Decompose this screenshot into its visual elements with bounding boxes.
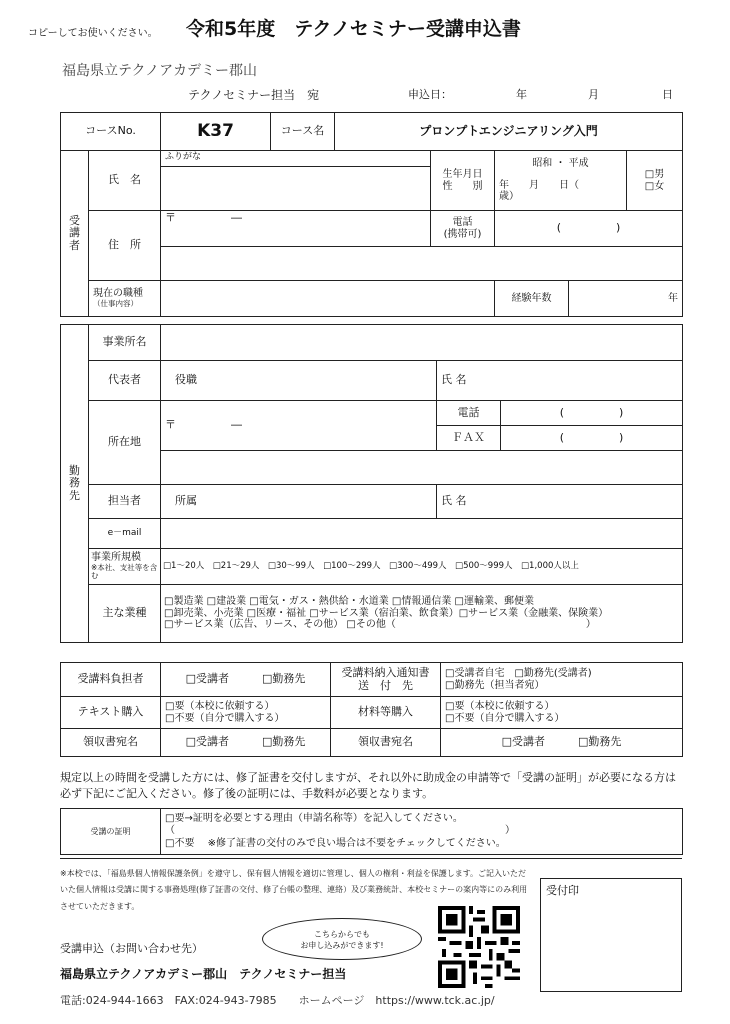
work-form — [60, 324, 683, 643]
experience-field[interactable]: 年 — [569, 281, 683, 317]
apply-day: 日 — [662, 88, 673, 101]
student-phone-field[interactable]: ( ) — [495, 211, 683, 247]
rep-position[interactable]: 役職 — [161, 361, 437, 401]
work-fax-label: ＦＡＸ — [437, 426, 501, 451]
era-options: 昭和 ・ 平成 — [532, 158, 589, 170]
certificate-options[interactable]: □要→証明を必要とする理由（申請名称等）を記入してください。 （ ） □不要 ※修了証書の交付のみで良い場合は不要をチェックしてください。 — [161, 809, 683, 855]
fee-notice-options[interactable]: □受講者自宅 □勤務先(受講者) □勤務先（担当者宛） — [441, 663, 683, 697]
birth-sex-label: 生年月日 性 別 — [431, 151, 495, 211]
industry-label: 主な業種 — [89, 585, 161, 643]
location-postal[interactable]: 〒 ― — [161, 401, 437, 451]
course-name-value: プロンプトエンジニアリング入門 — [335, 113, 683, 151]
apply-year: 年 — [516, 88, 527, 101]
receipt-addressee-options[interactable]: □受講者 □勤務先 — [161, 729, 331, 757]
job-label: 現在の職種 （仕事内容） — [89, 281, 161, 317]
divider — [60, 858, 682, 859]
student-address-label: 住 所 — [89, 211, 161, 281]
receipt-addressee-label: 領収書宛名 — [61, 729, 161, 757]
school-name: 福島県立テクノアカデミー郡山 — [62, 63, 258, 79]
birth-line: 年 月 日（ 歳） — [499, 179, 609, 203]
work-phone-field[interactable]: ( ) — [501, 401, 683, 426]
student-phone-label: 電話 (携帯可) — [431, 211, 495, 247]
rep-name[interactable]: 氏 名 — [437, 361, 683, 401]
female-checkbox[interactable]: □女 — [644, 180, 665, 192]
fee-form — [60, 662, 683, 757]
course-no-value: K37 — [161, 113, 271, 151]
apply-month: 月 — [588, 88, 599, 101]
receipt-addressee-options-2[interactable]: □受講者 □勤務先 — [441, 729, 683, 757]
scale-label: 事業所規模 ※本社、支社等を含む — [89, 549, 161, 585]
certificate-notice: 規定以上の時間を受講した方には、修了証書を交付しますが、それ以外に助成金の申請等で「受講の証明」が必要になる方は必ず下記にご記入ください。修了後の証明には、手数料が必要となります。 — [60, 771, 676, 800]
qr-bubble: こちらからでも お申し込みができます! — [262, 918, 422, 960]
school-contact-name: 福島県立テクノアカデミー郡山 テクノセミナー担当 — [60, 967, 347, 981]
privacy-notice: ※本校では、「福島県個人情報保護条例」を遵守し、保有個人情報を適切に管理し、個人の権利・利益を保護します。ご記入いただいた個人情報は受講に関する事務処理(修了証書の交付、修了台帳の整理、連絡）及び業務統計、本校セミナーの案内等にのみ利用させていただきます。 — [60, 869, 528, 911]
payer-options[interactable]: □受講者 □勤務先 — [161, 663, 331, 697]
student-section-label: 受講者 — [61, 151, 89, 317]
sex-field[interactable] — [627, 151, 683, 211]
experience-label: 経験年数 — [495, 281, 569, 317]
rep-label: 代表者 — [89, 361, 161, 401]
student-address-field[interactable] — [161, 247, 683, 281]
student-name-field[interactable] — [161, 151, 431, 211]
qr-code-icon[interactable] — [438, 906, 520, 988]
scale-options[interactable]: □1～20人 □21～29人 □30～99人 □100～299人 □300～499人 □500～999人 □1,000人以上 — [161, 549, 683, 585]
contact-name[interactable]: 氏 名 — [437, 485, 683, 519]
contact-dept[interactable]: 所属 — [161, 485, 437, 519]
office-name-field[interactable] — [161, 325, 683, 361]
student-name-label: 氏 名 — [89, 151, 161, 211]
application-form — [60, 112, 683, 317]
text-purchase-options[interactable]: □要（本校に依頼する） □不要（自分で購入する） — [161, 697, 331, 729]
receipt-stamp-box: 受付印 — [540, 878, 682, 992]
addressee: テクノセミナー担当 宛 — [188, 88, 320, 102]
male-checkbox[interactable]: □男 — [644, 169, 665, 180]
apply-date-label: 申込日： — [408, 88, 452, 101]
certificate-label: 受講の証明 — [61, 809, 161, 855]
student-postal[interactable]: 〒 ― — [161, 211, 431, 247]
certificate-form — [60, 808, 683, 855]
office-name-label: 事業所名 — [89, 325, 161, 361]
material-options[interactable]: □要（本校に依頼する） □不要（自分で購入する） — [441, 697, 683, 729]
birthdate-field[interactable] — [495, 151, 627, 211]
receipt-addressee-label-2: 領収書宛名 — [331, 729, 441, 757]
email-label: e－mail — [89, 519, 161, 549]
contact-person-label: 担当者 — [89, 485, 161, 519]
page-title: 令和5年度 テクノセミナー受講申込書 — [186, 18, 521, 40]
industry-options[interactable]: □製造業 □建設業 □電気・ガス・熱供給・水道業 □情報通信業 □運輸業、郵便業 □卸売業、小売業 □医療・福祉 □サービス業（宿泊業、飲食業）□サービス業（金融業、保険業） □サービス業（広告、リース、その他） □その他（ ） — [161, 585, 683, 643]
payer-label: 受講料負担者 — [61, 663, 161, 697]
work-phone-label: 電話 — [437, 401, 501, 426]
material-label: 材料等購入 — [331, 697, 441, 729]
copy-note: コピーしてお使いください。 — [28, 28, 158, 39]
contact-heading: 受講申込（お問い合わせ先） — [60, 942, 203, 955]
email-field[interactable] — [161, 519, 683, 549]
job-field[interactable] — [161, 281, 495, 317]
work-fax-field[interactable]: ( ) — [501, 426, 683, 451]
fee-notice-label: 受講料納入通知書 送 付 先 — [331, 663, 441, 697]
location-label: 所在地 — [89, 401, 161, 485]
furigana-label: ふりがな — [161, 151, 430, 167]
work-section-label: 勤務先 — [61, 325, 89, 643]
contact-info: 電話:024-944-1663 FAX:024-943-7985 ホームページ https://www.tck.ac.jp/ — [60, 994, 495, 1007]
text-purchase-label: テキスト購入 — [61, 697, 161, 729]
location-address-field[interactable] — [161, 451, 683, 485]
apply-date — [408, 86, 688, 102]
course-name-label: コース名 — [271, 113, 335, 151]
course-no-label: コースNo. — [61, 113, 161, 151]
